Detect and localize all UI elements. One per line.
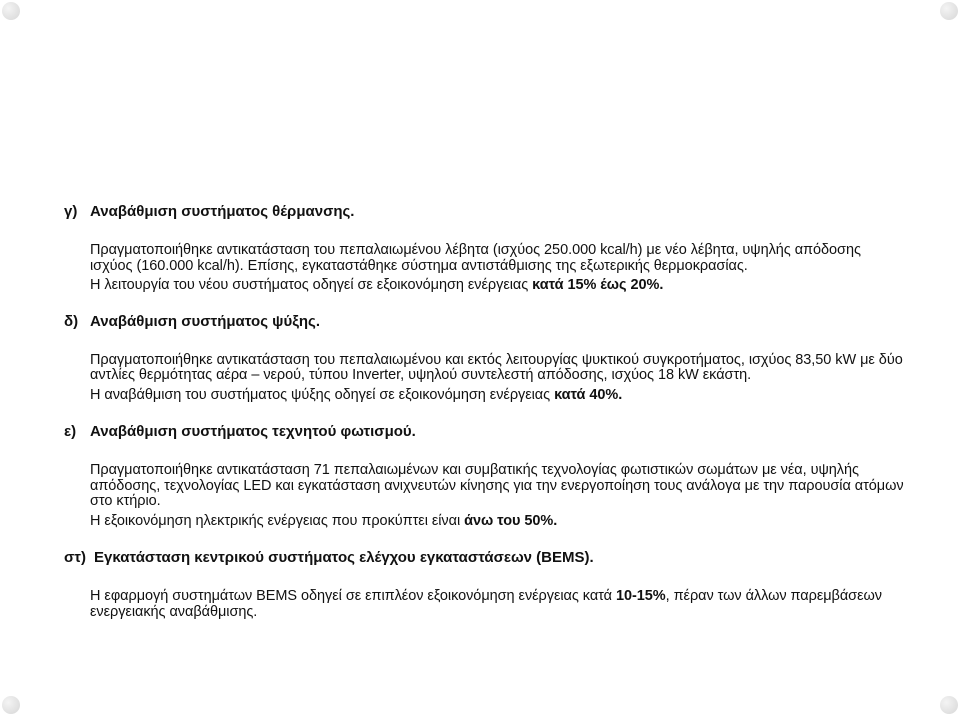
section-paragraph: Πραγματοποιήθηκε αντικατάσταση του πεπαλαιωμένου και εκτός λειτουργίας ψυκτικού συγκροτήματος, ισχύος 83,50 kW με δύο αντλίες θερμότητας αέρα – νερού, τύπου Inverter, υψηλού συντελεστή απόδοσης, ισχύος 18 kW εκάστη. — [90, 351, 903, 383]
section-title: Αναβάθμιση συστήματος ψύξης. — [90, 312, 321, 330]
paragraph-text: Η εφαρμογή συστημάτων BEMS οδηγεί σε επιπλέον εξοικονόμηση ενέργειας κατά — [90, 588, 616, 604]
corner-ornament — [940, 696, 958, 714]
section-title: Αναβάθμιση συστήματος θέρμανσης. — [90, 203, 355, 220]
section-cooling — [64, 313, 904, 404]
savings-text: Η αναβάθμιση του συστήματος ψύξης οδηγεί σε εξοικονόμηση ενέργειας — [90, 386, 555, 403]
section-heading — [64, 203, 904, 221]
section-marker: δ) — [64, 312, 79, 330]
section-marker: γ) — [64, 203, 78, 220]
document-body — [64, 203, 904, 620]
savings-figure: κατά 15% έως 20%. — [532, 277, 664, 293]
corner-ornament — [2, 2, 20, 20]
section-title: Εγκατάσταση κεντρικού συστήματος ελέγχου εγκαταστάσεων (BEMS). — [94, 549, 594, 566]
savings-text: Η εξοικονόμηση ηλεκτρικής ενέργειας που προκύπτει είναι — [90, 512, 465, 529]
section-savings — [64, 278, 904, 294]
section-heating — [64, 203, 904, 294]
section-marker: στ) — [64, 549, 86, 566]
section-heading — [64, 313, 904, 331]
savings-text: Η λειτουργία του νέου συστήματος οδηγεί σε εξοικονόμηση ενέργειας — [90, 277, 533, 293]
savings-figure: άνω του 50%. — [464, 512, 558, 529]
section-marker: ε) — [64, 423, 77, 440]
section-paragraph: Πραγματοποιήθηκε αντικατάσταση 71 πεπαλαιωμένων και συμβατικής τεχνολογίας φωτιστικών σωμάτων με νέα, υψηλής απόδοσης, τεχνολογίας LED και εγκατάσταση ανιχνευτών κίνησης για την ενεργοποίηση τους ανάλογα με την παρουσία ατόμων στο κτήριο. — [90, 462, 904, 509]
paragraph-tail: , πέραν των άλλων παρεμβάσεων ενεργειακής αναβάθμισης. — [90, 588, 882, 620]
section-heading — [64, 423, 904, 441]
section-savings — [64, 514, 904, 530]
corner-ornament — [2, 696, 20, 714]
corner-ornament — [940, 2, 958, 20]
savings-figure: κατά 40%. — [554, 386, 623, 403]
section-lighting — [64, 423, 904, 529]
section-bems — [64, 549, 904, 620]
savings-figure: 10-15% — [615, 588, 666, 604]
section-savings — [64, 388, 904, 404]
section-heading — [64, 549, 904, 567]
section-paragraph: Πραγματοποιήθηκε αντικατάσταση του πεπαλαιωμένου λέβητα (ισχύος 250.000 kcal/h) με νέο λέβητα, υψηλής απόδοσης ισχύος (160.000 kcal/h). Επίσης, εγκαταστάθηκε σύστημα αντιστάθμισης της εξωτερικής θερμοκρασίας. — [90, 242, 861, 274]
section-paragraph — [64, 589, 904, 620]
section-title: Αναβάθμιση συστήματος τεχνητού φωτισμού. — [90, 423, 416, 440]
